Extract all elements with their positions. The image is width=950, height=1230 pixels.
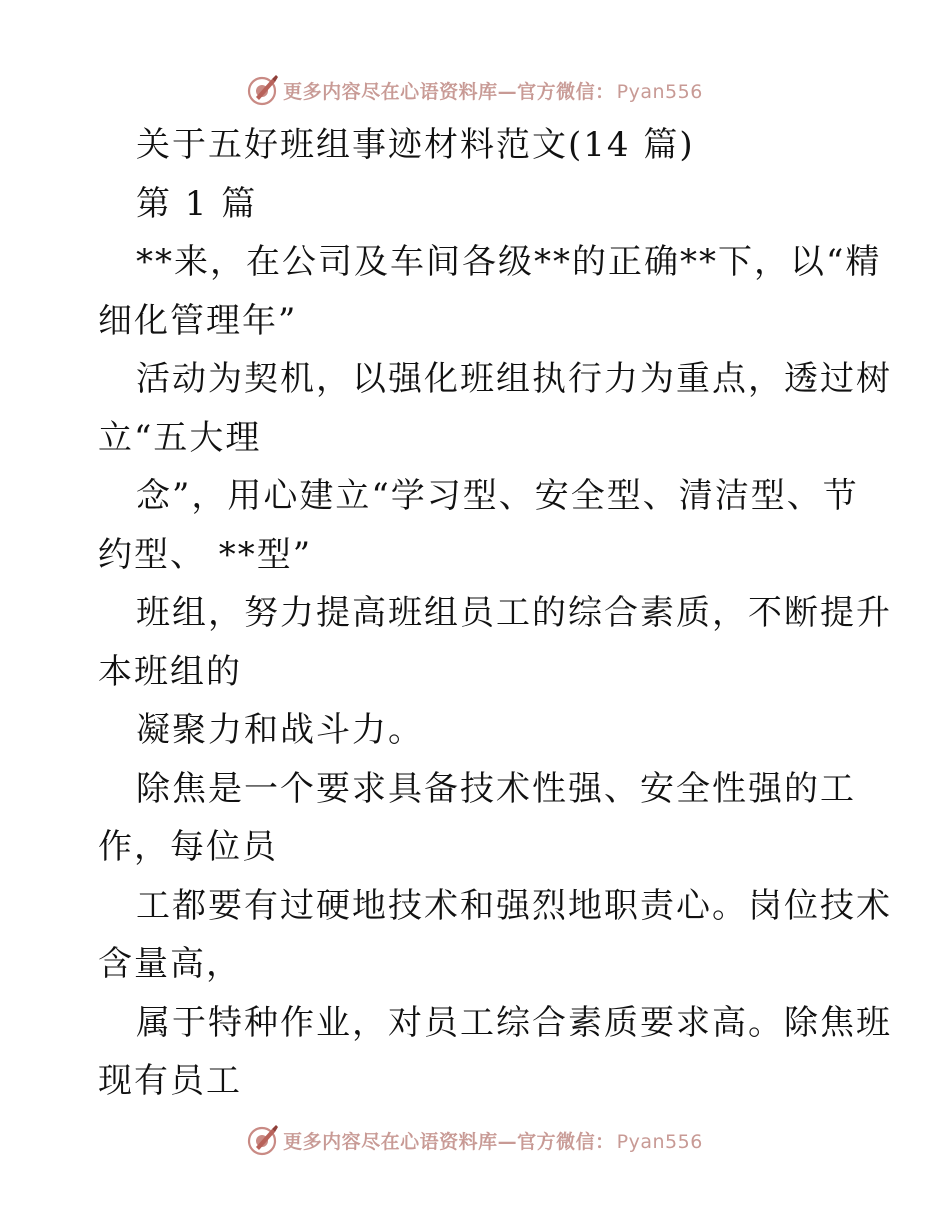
text-line: 细化管理年”: [98, 300, 298, 341]
document-body: [98, 116, 892, 1111]
footer-watermark: [0, 1120, 950, 1160]
text-line: 属于特种作业，对员工综合素质要求高。除焦班: [136, 1002, 892, 1043]
text-line: 除焦是一个要求具备技术性强、安全性强的工: [136, 768, 856, 809]
text-line: 第 1 篇: [136, 183, 258, 224]
text-line: 含量高，: [98, 944, 242, 984]
text-line: 立“五大理: [98, 417, 262, 458]
pen-logo-icon: [247, 74, 279, 106]
text-line: **来，在公司及车间各级**的正确**下，以“精: [136, 242, 882, 282]
text-line: 工都要有过硬地技术和强烈地职责心。岗位技术: [136, 885, 892, 926]
header-watermark: [0, 70, 950, 110]
pen-logo-icon: [247, 1124, 279, 1156]
watermark-text: 更多内容尽在心语资料库—官方微信： Pyan556: [283, 80, 703, 103]
watermark-text: 更多内容尽在心语资料库—官方微信： Pyan556: [283, 1130, 703, 1153]
text-line: 凝聚力和战斗力。: [136, 710, 424, 750]
text-line: 活动为契机，以强化班组执行力为重点，透过树: [136, 359, 892, 399]
text-line: 班组，努力提高班组员工的综合素质，不断提升: [136, 593, 892, 633]
text-line: 约型、 **型”: [98, 534, 313, 575]
text-line: 念”，用心建立“学习型、安全型、清洁型、节: [136, 476, 859, 516]
document-title: 关于五好班组事迹材料范文(14 篇): [136, 125, 695, 165]
text-line: 本班组的: [98, 651, 242, 692]
text-line: 现有员工: [98, 1061, 242, 1101]
text-line: 作，每位员: [98, 827, 278, 867]
